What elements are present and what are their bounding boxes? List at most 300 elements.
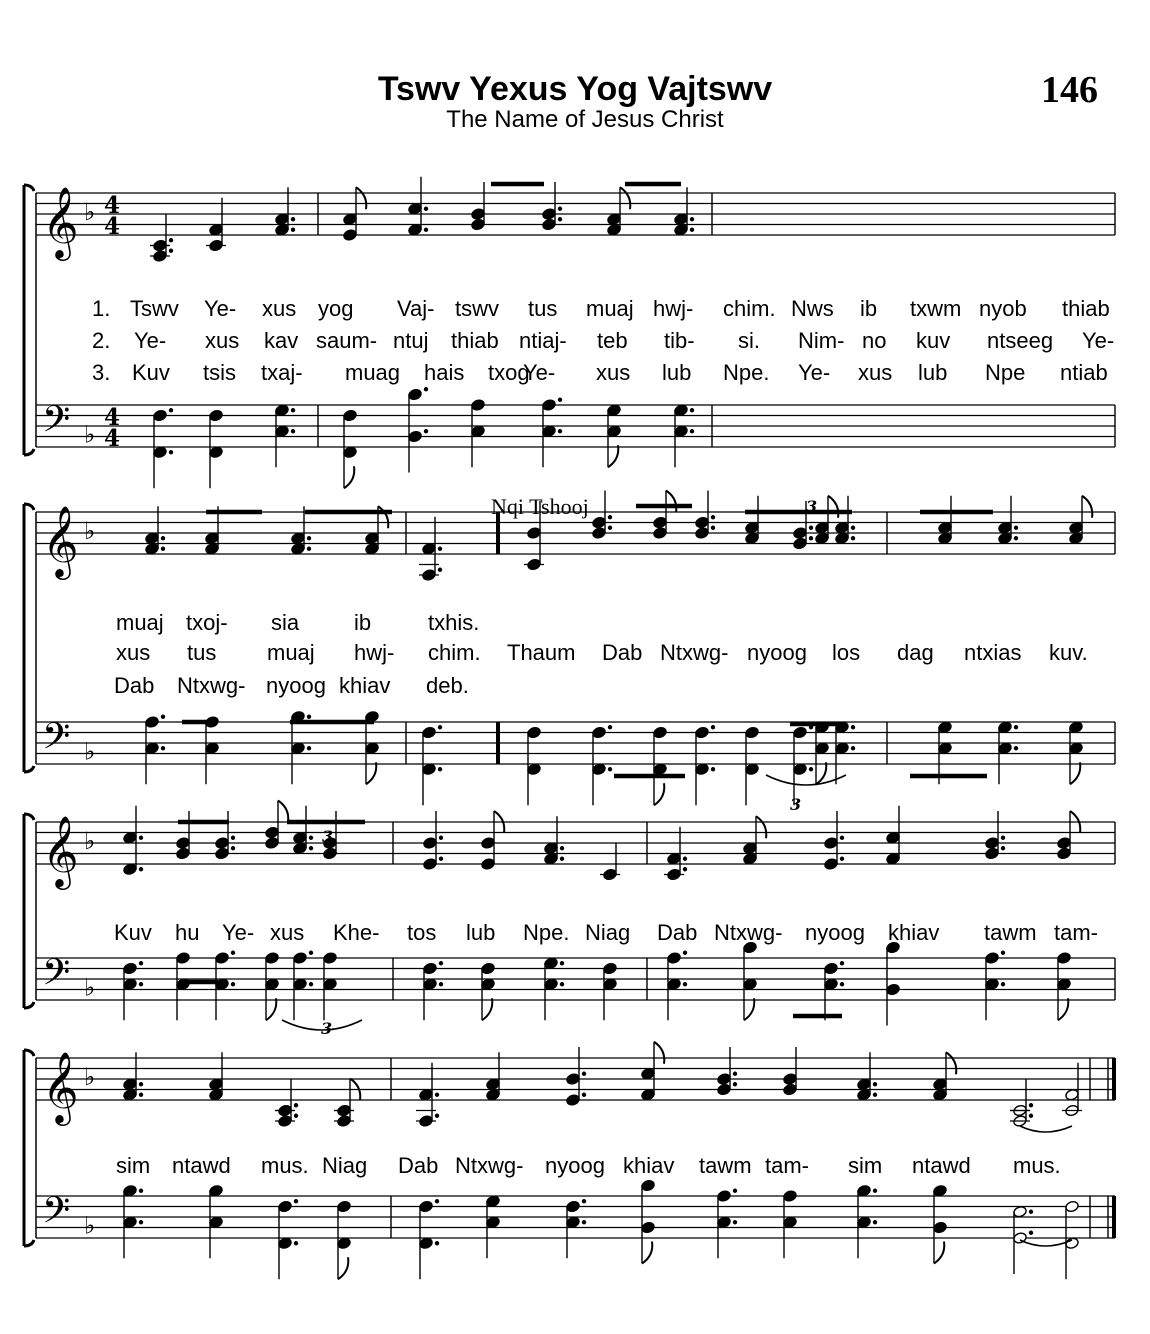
note-head xyxy=(815,742,830,755)
note-head xyxy=(603,978,618,991)
augmentation-dot xyxy=(139,961,143,965)
note-head xyxy=(743,842,758,855)
treble-clef-icon: 𝄞 xyxy=(42,1050,79,1123)
note-flag xyxy=(828,496,838,518)
lyric-syllable: no xyxy=(862,328,887,353)
note-flag xyxy=(666,491,676,513)
note-head xyxy=(745,726,760,739)
note-head xyxy=(176,837,191,850)
note-head xyxy=(123,1088,138,1101)
augmentation-dot xyxy=(733,1189,737,1193)
augmentation-dot xyxy=(1029,1114,1033,1118)
augmentation-dot xyxy=(840,857,844,861)
augmentation-dot xyxy=(169,238,173,242)
augmentation-dot xyxy=(438,725,442,729)
lyric-syllable: Npe. xyxy=(523,920,570,945)
augmentation-dot xyxy=(169,249,173,253)
augmentation-dot xyxy=(294,1241,298,1245)
note-flag xyxy=(344,466,354,488)
lyric-syllable: lub xyxy=(918,360,948,385)
augmentation-dot xyxy=(169,408,173,412)
augmentation-dot xyxy=(139,1189,143,1193)
augmentation-dot xyxy=(873,1093,877,1097)
augmentation-dot xyxy=(683,857,687,861)
note-head xyxy=(408,202,423,215)
augmentation-dot xyxy=(161,536,165,540)
note-head xyxy=(481,978,496,991)
augmentation-dot xyxy=(851,536,855,540)
note-head xyxy=(293,978,308,991)
augmentation-dot xyxy=(309,951,313,955)
treble-clef-icon: 𝄞 xyxy=(42,814,79,887)
note-head xyxy=(419,1200,434,1213)
augmentation-dot xyxy=(424,207,428,211)
augmentation-dot xyxy=(690,217,694,221)
note-flag xyxy=(608,445,618,467)
note-head xyxy=(566,1216,581,1229)
augmentation-dot xyxy=(683,982,687,986)
lyric-syllable: xus xyxy=(116,640,151,665)
note-head xyxy=(1069,532,1084,545)
augmentation-dot xyxy=(1029,1231,1033,1235)
note-head xyxy=(607,425,622,438)
note-head xyxy=(153,446,168,459)
note-head xyxy=(209,223,224,236)
note-head xyxy=(793,763,808,776)
note-flag xyxy=(1082,496,1092,518)
lyric-syllable: ntiab xyxy=(1060,360,1108,385)
note-head xyxy=(933,1088,948,1101)
augmentation-dot xyxy=(435,1199,439,1203)
note-head xyxy=(783,1073,798,1086)
note-head xyxy=(337,1237,352,1250)
note-head xyxy=(408,430,423,443)
augmentation-dot xyxy=(139,836,143,840)
note-head xyxy=(323,978,338,991)
note-head xyxy=(423,978,438,991)
lyric-syllable: txaj- xyxy=(261,360,303,385)
note-head xyxy=(343,213,358,226)
note-head xyxy=(824,962,839,975)
lyric-syllable: Dab xyxy=(398,1153,439,1178)
lyric-syllable: Khe- xyxy=(333,920,380,945)
bass-clef-icon: 𝄢 xyxy=(42,398,71,450)
lyric-syllable: tam- xyxy=(1054,920,1098,945)
augmentation-dot xyxy=(307,536,311,540)
augmentation-dot xyxy=(139,867,143,871)
augmentation-dot xyxy=(439,961,443,965)
augmentation-dot xyxy=(435,1241,439,1245)
note-head xyxy=(1065,1088,1080,1101)
lyric-syllable: khiav xyxy=(623,1153,675,1178)
lyric-syllable: mus. xyxy=(261,1153,309,1178)
lyric-syllable: Tswv xyxy=(130,296,179,321)
note-head xyxy=(1057,952,1072,965)
note-head xyxy=(145,542,160,555)
note-head xyxy=(933,1184,948,1197)
lyric-syllable: Vaj- xyxy=(397,296,435,321)
augmentation-dot xyxy=(683,951,687,955)
note-head xyxy=(793,527,808,540)
augmentation-dot xyxy=(690,228,694,232)
note-head xyxy=(745,763,760,776)
augmentation-dot xyxy=(558,429,562,433)
augmentation-dot xyxy=(840,836,844,840)
lyric-syllable: xus xyxy=(262,296,297,321)
note-head xyxy=(933,1078,948,1091)
augmentation-dot xyxy=(733,1072,737,1076)
lyric-syllable: 3. xyxy=(92,360,111,385)
note-flag xyxy=(278,801,288,823)
note-head xyxy=(542,425,557,438)
note-flag xyxy=(756,816,766,838)
note-head xyxy=(717,1190,732,1203)
augmentation-dot xyxy=(1014,725,1018,729)
bass-clef-icon: 𝄢 xyxy=(42,1189,71,1241)
augmentation-dot xyxy=(309,846,313,850)
note-head xyxy=(667,952,682,965)
lyric-syllable: Npe. xyxy=(723,360,770,385)
treble-clef-icon: 𝄞 xyxy=(42,504,79,577)
augmentation-dot xyxy=(439,836,443,840)
lyric-syllable: xus xyxy=(205,328,240,353)
lyric-syllable: Nim- xyxy=(798,328,845,353)
note-head xyxy=(422,763,437,776)
note-head xyxy=(278,1200,293,1213)
note-head xyxy=(745,532,760,545)
note-head xyxy=(641,1088,656,1101)
note-head xyxy=(527,763,542,776)
note-head xyxy=(527,726,542,739)
note-head xyxy=(486,1088,501,1101)
note-head xyxy=(783,1190,798,1203)
lyric-syllable: 1. xyxy=(92,296,111,321)
augmentation-dot xyxy=(139,1220,143,1224)
note-head xyxy=(123,863,138,876)
lyric-syllable: tus xyxy=(528,296,558,321)
lyric-syllable: muaj xyxy=(267,640,315,665)
note-head xyxy=(422,726,437,739)
augmentation-dot xyxy=(560,982,564,986)
note-head xyxy=(815,521,830,534)
lyric-syllable: tsis xyxy=(203,360,236,385)
lyric-syllable: sia xyxy=(271,610,300,635)
note-head xyxy=(815,532,830,545)
time-signature-top: 4 xyxy=(104,404,121,431)
augmentation-dot xyxy=(690,429,694,433)
augmentation-dot xyxy=(560,846,564,850)
lyric-syllable: txoj- xyxy=(186,610,228,635)
note-flag xyxy=(338,1257,348,1279)
note-flag xyxy=(816,762,826,784)
note-flag xyxy=(744,998,754,1020)
lyric-syllable: ntawd xyxy=(912,1153,971,1178)
note-head xyxy=(176,952,191,965)
note-head xyxy=(1069,521,1084,534)
lyric-syllable: tus xyxy=(187,640,217,665)
note-head xyxy=(667,852,682,865)
augmentation-dot xyxy=(560,857,564,861)
note-head xyxy=(985,978,1000,991)
time-signature-top: 4 xyxy=(104,192,121,219)
note-head xyxy=(985,847,1000,860)
augmentation-dot xyxy=(309,836,313,840)
lyric-syllable: Niag xyxy=(322,1153,368,1178)
note-head xyxy=(145,716,160,729)
augmentation-dot xyxy=(161,715,165,719)
note-flag xyxy=(266,998,276,1020)
note-head xyxy=(209,1184,224,1197)
augmentation-dot xyxy=(291,228,295,232)
augmentation-dot xyxy=(608,767,612,771)
refrain-marking: Nqi Tshooj xyxy=(491,494,589,519)
augmentation-dot xyxy=(683,867,687,871)
lyric-syllable: Kuv xyxy=(114,920,152,945)
note-head xyxy=(419,1088,434,1101)
lyric-syllable: hwj- xyxy=(653,296,694,321)
note-head xyxy=(471,399,486,412)
note-head xyxy=(486,1195,501,1208)
augmentation-dot xyxy=(733,1082,737,1086)
note-head xyxy=(542,218,557,231)
note-flag xyxy=(654,783,664,805)
lyric-syllable: ntxias xyxy=(964,640,1022,665)
flat-icon: ♭ xyxy=(84,827,96,855)
tuplet-label: 3 xyxy=(790,795,802,814)
augmentation-dot xyxy=(1014,746,1018,750)
augmentation-dot xyxy=(1001,982,1005,986)
lyric-syllable: chim. xyxy=(428,640,481,665)
time-signature-bottom: 4 xyxy=(104,213,121,240)
note-head xyxy=(743,852,758,865)
lyric-syllable: xus xyxy=(596,360,631,385)
note-head xyxy=(793,537,808,550)
lyric-syllable: nyoog xyxy=(545,1153,605,1178)
note-head xyxy=(938,742,953,755)
note-head xyxy=(1065,1200,1080,1213)
lyric-syllable: chim. xyxy=(723,296,776,321)
note-head xyxy=(667,978,682,991)
note-head xyxy=(209,1216,224,1229)
note-head xyxy=(653,527,668,540)
lyric-syllable: tos xyxy=(407,920,437,945)
note-head xyxy=(365,542,380,555)
augmentation-dot xyxy=(873,1189,877,1193)
note-head xyxy=(717,1216,732,1229)
lyric-syllable: tawm xyxy=(984,920,1037,945)
note-head xyxy=(1065,1237,1080,1250)
note-head xyxy=(1057,847,1072,860)
note-head xyxy=(592,726,607,739)
note-head xyxy=(265,837,280,850)
augmentation-dot xyxy=(231,982,235,986)
lyric-syllable: tib- xyxy=(664,328,695,353)
note-head xyxy=(278,1237,293,1250)
augmentation-dot xyxy=(733,1220,737,1224)
note-head xyxy=(123,1078,138,1091)
lyric-syllable: Dab xyxy=(114,673,155,698)
note-head xyxy=(641,1067,656,1080)
note-head xyxy=(293,952,308,965)
tie xyxy=(1020,1240,1072,1246)
note-head xyxy=(209,446,224,459)
augmentation-dot xyxy=(424,429,428,433)
note-head xyxy=(265,952,280,965)
note-head xyxy=(607,404,622,417)
note-head xyxy=(717,1083,732,1096)
flat-icon: ♭ xyxy=(84,198,96,226)
note-head xyxy=(215,837,230,850)
treble-clef-icon: 𝄞 xyxy=(42,185,79,258)
lyric-syllable: tawm xyxy=(699,1153,752,1178)
augmentation-dot xyxy=(851,746,855,750)
note-head xyxy=(1069,742,1084,755)
note-head xyxy=(835,532,850,545)
augmentation-dot xyxy=(608,725,612,729)
note-head xyxy=(566,1094,581,1107)
augmentation-dot xyxy=(1029,1210,1033,1214)
lyric-syllable: sim xyxy=(848,1153,883,1178)
note-head xyxy=(544,978,559,991)
bass-clef-icon: 𝄢 xyxy=(42,951,71,1003)
lyric-syllable: kav xyxy=(264,328,299,353)
lyric-syllable: deb. xyxy=(426,673,469,698)
augmentation-dot xyxy=(809,526,813,530)
note-head xyxy=(743,978,758,991)
lyric-syllable: tam- xyxy=(765,1153,809,1178)
augmentation-dot xyxy=(1014,526,1018,530)
lyric-syllable: tswv xyxy=(455,296,499,321)
note-flag xyxy=(356,187,366,209)
lyric-syllable: Niag xyxy=(585,920,631,945)
note-head xyxy=(674,404,689,417)
note-head xyxy=(607,223,622,236)
lyric-syllable: Ye- xyxy=(134,328,167,353)
note-head xyxy=(419,1237,434,1250)
lyric-syllable: Ntxwg- xyxy=(660,640,729,665)
lyric-syllable: ntiaj- xyxy=(519,328,567,353)
augmentation-dot xyxy=(840,982,844,986)
note-head xyxy=(674,213,689,226)
note-flag xyxy=(642,1242,652,1264)
note-head xyxy=(542,399,557,412)
augmentation-dot xyxy=(560,961,564,965)
augmentation-dot xyxy=(169,450,173,454)
augmentation-dot xyxy=(309,982,313,986)
augmentation-dot xyxy=(582,1199,586,1203)
augmentation-dot xyxy=(438,767,442,771)
flat-icon: ♭ xyxy=(84,420,96,449)
note-head xyxy=(1057,978,1072,991)
lyric-syllable: nyoog xyxy=(266,673,326,698)
note-flag xyxy=(934,1242,944,1264)
note-head xyxy=(423,962,438,975)
augmentation-dot xyxy=(851,526,855,530)
note-head xyxy=(603,962,618,975)
time-signature-bottom: 4 xyxy=(104,425,121,452)
system-bracket xyxy=(24,185,34,455)
note-head xyxy=(265,978,280,991)
lyric-syllable: lub xyxy=(662,360,692,385)
note-head xyxy=(745,521,760,534)
hymn-title: Tswv Yexus Yog Vajtswv xyxy=(377,70,773,108)
note-head xyxy=(542,208,557,221)
lyric-syllable: thiab xyxy=(451,328,499,353)
note-head xyxy=(209,1088,224,1101)
flat-icon: ♭ xyxy=(84,1211,96,1240)
lyric-syllable: Dab xyxy=(657,920,698,945)
augmentation-dot xyxy=(291,217,295,221)
system-bracket xyxy=(24,1050,34,1246)
note-head xyxy=(205,742,220,755)
lyric-syllable: txhis. xyxy=(428,610,480,635)
note-head xyxy=(695,726,710,739)
lyric-syllable: sim xyxy=(116,1153,151,1178)
augmentation-dot xyxy=(582,1072,586,1076)
hymn-number: 146 xyxy=(1041,69,1098,111)
augmentation-dot xyxy=(438,568,442,572)
note-head xyxy=(592,763,607,776)
augmentation-dot xyxy=(294,1114,298,1118)
augmentation-dot xyxy=(231,846,235,850)
lyric-syllable: lub xyxy=(466,920,496,945)
lyric-syllable: xus xyxy=(858,360,893,385)
note-head xyxy=(566,1200,581,1213)
augmentation-dot xyxy=(711,767,715,771)
note-flag xyxy=(378,506,388,528)
note-head xyxy=(607,213,622,226)
augmentation-dot xyxy=(307,547,311,551)
lyric-syllable: Ntxwg- xyxy=(177,673,246,698)
note-head xyxy=(123,962,138,975)
lyric-syllable: dag xyxy=(897,640,934,665)
note-flag xyxy=(620,187,630,209)
note-head xyxy=(938,532,953,545)
augmentation-dot xyxy=(1001,836,1005,840)
note-head xyxy=(1013,1205,1028,1218)
note-head xyxy=(343,409,358,422)
lyric-syllable: hais xyxy=(424,360,465,385)
note-head xyxy=(123,978,138,991)
lyric-syllable: nyob xyxy=(979,296,1027,321)
note-head xyxy=(835,742,850,755)
augmentation-dot xyxy=(1029,1103,1033,1107)
augmentation-dot xyxy=(424,228,428,232)
note-head xyxy=(423,837,438,850)
lyric-syllable: kuv xyxy=(916,328,951,353)
augmentation-dot xyxy=(558,398,562,402)
note-head xyxy=(886,983,901,996)
augmentation-dot xyxy=(161,746,165,750)
flat-icon: ♭ xyxy=(84,1063,96,1091)
augmentation-dot xyxy=(558,217,562,221)
note-head xyxy=(824,858,839,871)
flat-icon: ♭ xyxy=(84,973,96,1002)
augmentation-dot xyxy=(608,515,612,519)
note-head xyxy=(481,858,496,871)
note-head xyxy=(481,837,496,850)
note-head xyxy=(205,532,220,545)
augmentation-dot xyxy=(582,1093,586,1097)
augmentation-dot xyxy=(558,207,562,211)
note-head xyxy=(998,721,1013,734)
lyric-syllable: muag xyxy=(345,360,401,385)
lyric-syllable: xus xyxy=(270,920,305,945)
lyric-syllable: teb xyxy=(597,328,628,353)
note-head xyxy=(717,1073,732,1086)
augmentation-dot xyxy=(435,1093,439,1097)
tuplet-label: 3 xyxy=(321,1019,333,1038)
